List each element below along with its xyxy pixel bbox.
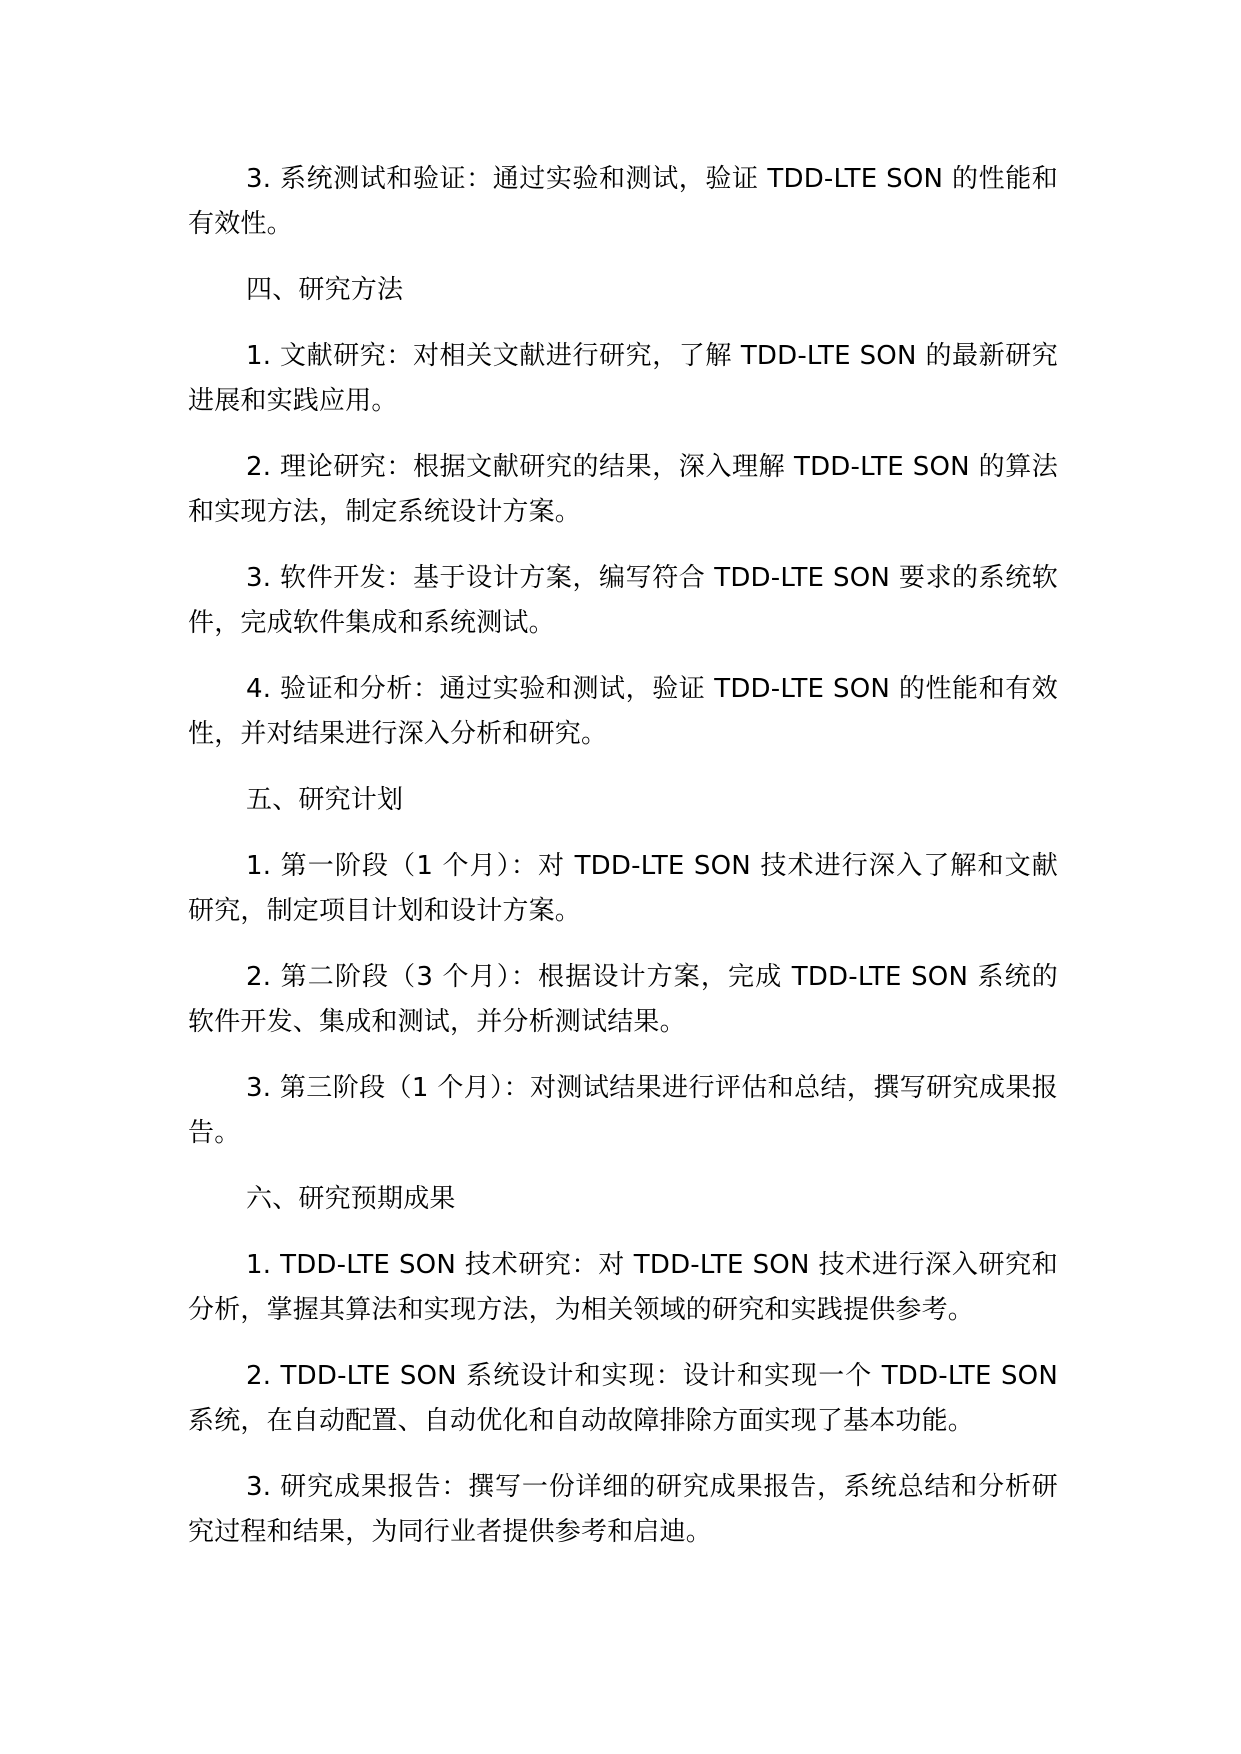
list-item: 1. 第一阶段（1 个月）：对 TDD-LTE SON 技术进行深入了解和文献研究，制定项目计划和设计方案。 [188,851,1058,926]
list-item: 3. 软件开发：基于设计方案，编写符合 TDD-LTE SON 要求的系统软件，完成软件集成和系统测试。 [188,563,1058,638]
section-heading: 四、研究方法 [246,275,404,305]
list-item: 3. 系统测试和验证：通过实验和测试，验证 TDD-LTE SON 的性能和有效性。 [188,164,1058,239]
list-item: 2. 第二阶段（3 个月）：根据设计方案，完成 TDD-LTE SON 系统的软件开发、集成和测试，并分析测试结果。 [188,962,1058,1037]
document-page [188,157,1058,1576]
list-item: 1. TDD-LTE SON 技术研究：对 TDD-LTE SON 技术进行深入研究和分析，掌握其算法和实现方法，为相关领域的研究和实践提供参考。 [188,1250,1058,1325]
list-item: 2. 理论研究：根据文献研究的结果，深入理解 TDD-LTE SON 的算法和实现方法，制定系统设计方案。 [188,452,1058,527]
list-item: 3. 第三阶段（1 个月）：对测试结果进行评估和总结，撰写研究成果报告。 [188,1073,1058,1148]
list-item: 2. TDD-LTE SON 系统设计和实现：设计和实现一个 TDD-LTE SON 系统，在自动配置、自动优化和自动故障排除方面实现了基本功能。 [188,1361,1058,1436]
list-item: 3. 研究成果报告：撰写一份详细的研究成果报告，系统总结和分析研究过程和结果，为同行业者提供参考和启迪。 [188,1472,1058,1547]
section-heading: 六、研究预期成果 [246,1184,456,1214]
section-heading: 五、研究计划 [246,785,404,815]
list-item: 1. 文献研究：对相关文献进行研究，了解 TDD-LTE SON 的最新研究进展和实践应用。 [188,341,1058,416]
list-item: 4. 验证和分析：通过实验和测试，验证 TDD-LTE SON 的性能和有效性，并对结果进行深入分析和研究。 [188,674,1058,749]
